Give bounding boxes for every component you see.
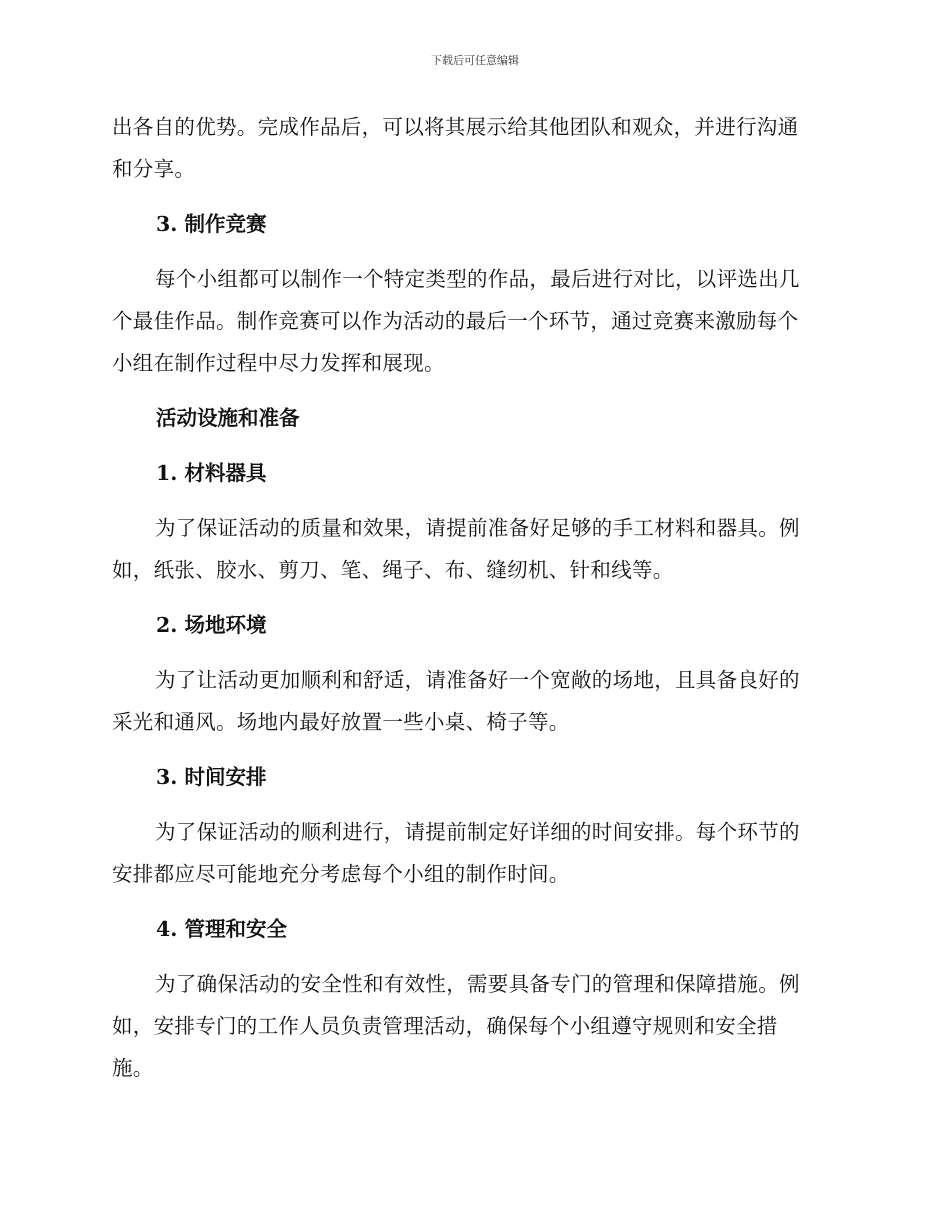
heading-venue: 2. 场地环境 <box>156 613 267 637</box>
paragraph-line: 个最佳作品。制作竞赛可以作为活动的最后一个环节，通过竞赛来激励每个 <box>112 309 799 333</box>
paragraph-schedule <box>112 811 832 895</box>
heading-schedule: 3. 时间安排 <box>156 765 267 789</box>
paragraph-materials <box>112 507 832 591</box>
heading-competition: 3. 制作竞赛 <box>156 212 267 236</box>
paragraph-safety <box>112 963 832 1089</box>
paragraph-line: 每个小组都可以制作一个特定类型的作品，最后进行对比，以评选出几 <box>155 267 800 291</box>
paragraph-line: 如，纸张、胶水、剪刀、笔、绳子、布、缝纫机、针和线等。 <box>112 558 674 582</box>
paragraph-intro <box>112 106 832 190</box>
page-header: 下载后可任意编辑 <box>431 54 519 67</box>
heading-facilities: 活动设施和准备 <box>156 406 300 430</box>
paragraph-line: 施。 <box>112 1056 154 1080</box>
paragraph-line: 如，安排专门的工作人员负责管理活动，确保每个小组遵守规则和安全措 <box>112 1014 778 1038</box>
paragraph-line: 为了保证活动的质量和效果，请提前准备好足够的手工材料和器具。例 <box>155 516 800 540</box>
heading-materials: 1. 材料器具 <box>156 461 267 485</box>
paragraph-line: 出各自的优势。完成作品后，可以将其展示给其他团队和观众，并进行沟通 <box>112 115 799 139</box>
paragraph-line: 为了确保活动的安全性和有效性，需要具备专门的管理和保障措施。例 <box>155 972 800 996</box>
heading-safety: 4. 管理和安全 <box>156 917 288 941</box>
paragraph-venue <box>112 659 832 743</box>
paragraph-line: 采光和通风。场地内最好放置一些小桌、椅子等。 <box>112 710 570 734</box>
paragraph-line: 安排都应尽可能地充分考虑每个小组的制作时间。 <box>112 862 570 886</box>
paragraph-competition <box>112 258 832 384</box>
paragraph-line: 为了让活动更加顺利和舒适，请准备好一个宽敞的场地，且具备良好的 <box>155 668 800 692</box>
paragraph-line: 和分享。 <box>112 157 196 181</box>
paragraph-line: 为了保证活动的顺利进行，请提前制定好详细的时间安排。每个环节的 <box>155 820 800 844</box>
paragraph-line: 小组在制作过程中尽力发挥和展现。 <box>112 351 445 375</box>
